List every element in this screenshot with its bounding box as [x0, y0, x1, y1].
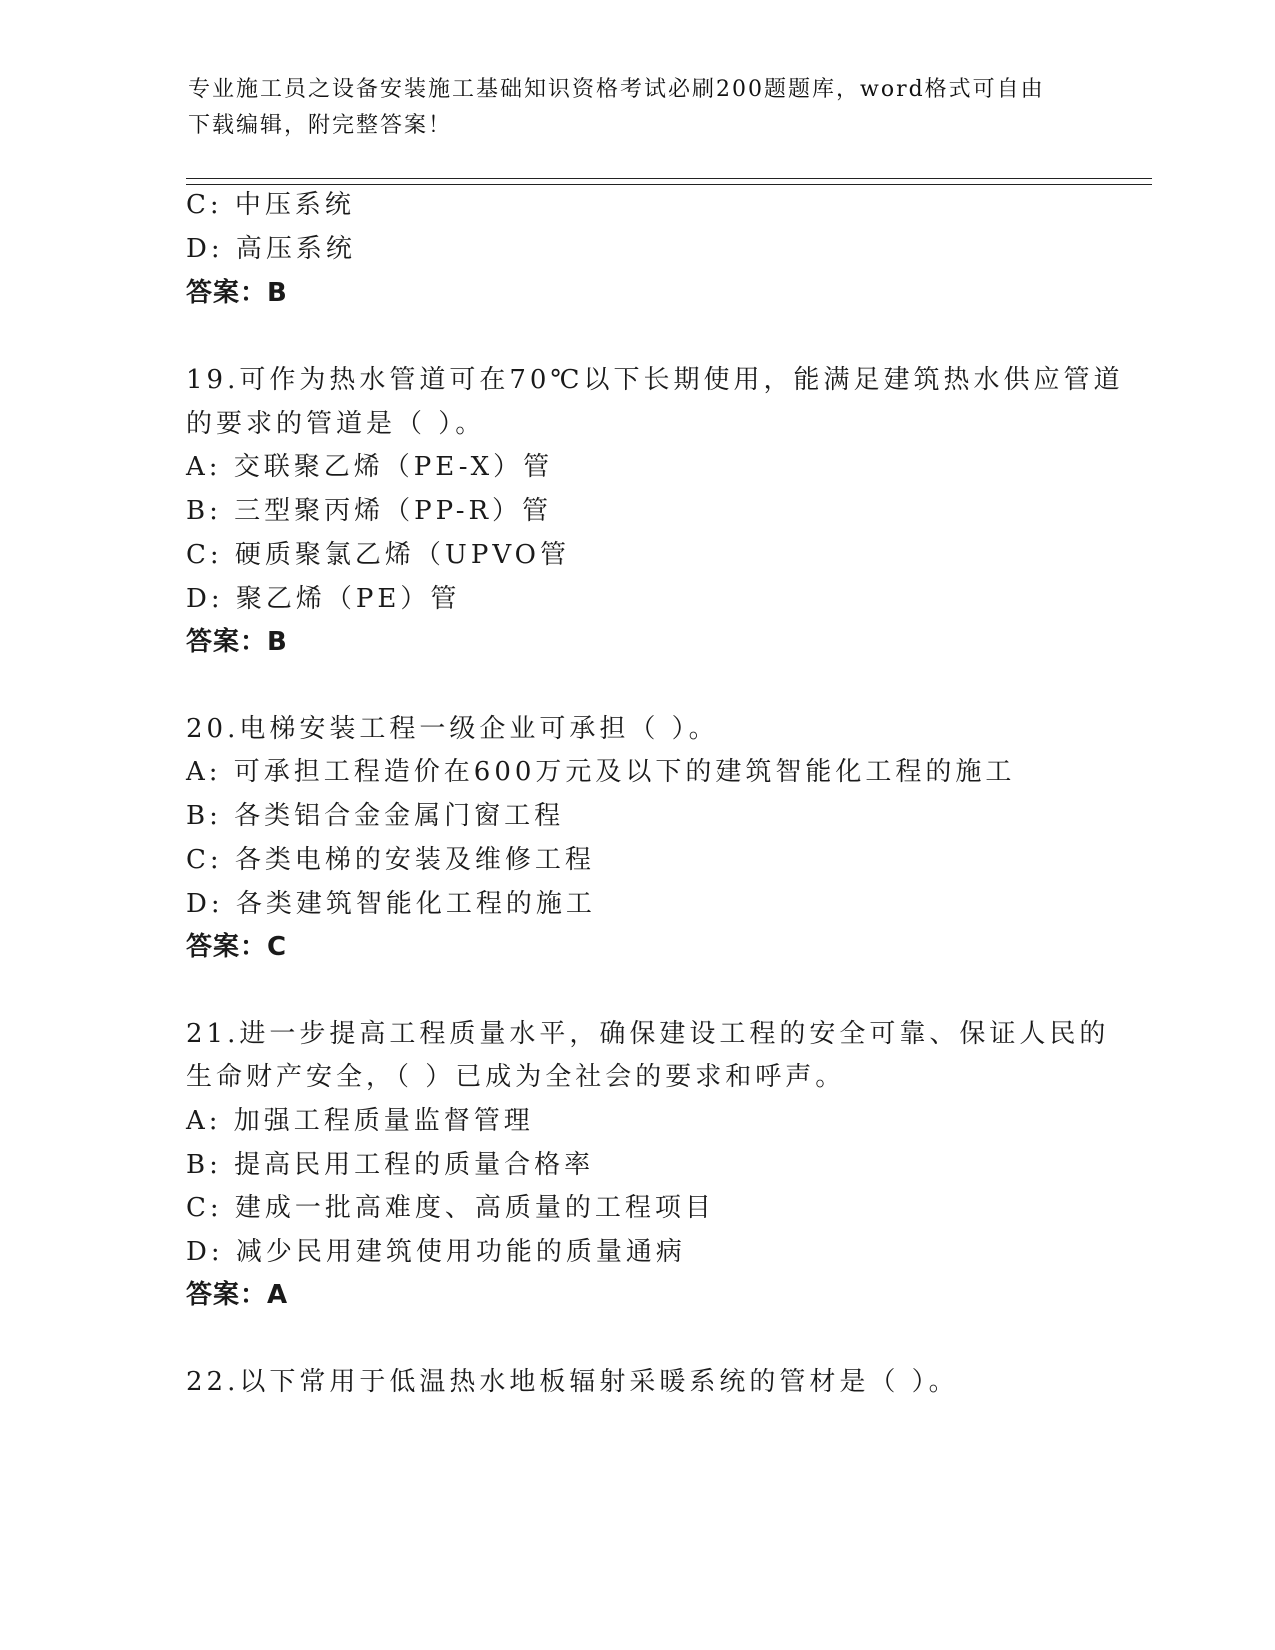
- header-divider: [186, 178, 1152, 185]
- option-line: C: 中压系统: [186, 190, 355, 220]
- option-line: C: 各类电梯的安装及维修工程: [186, 845, 595, 875]
- option-line: C: 建成一批高难度、高质量的工程项目: [186, 1193, 715, 1223]
- option-line: B: 三型聚丙烯（PP-R）管: [186, 496, 553, 526]
- option-line: D: 聚乙烯（PE）管: [186, 584, 461, 614]
- option-line: C: 硬质聚氯乙烯（UPVO管: [186, 540, 570, 570]
- option-line: A: 加强工程质量监督管理: [186, 1106, 534, 1136]
- question-stem-line: 19.可作为热水管道可在70℃以下长期使用，能满足建筑热水供应管道: [186, 365, 1124, 395]
- question-stem-line: 20.电梯安装工程一级企业可承担（ ）。: [186, 714, 719, 744]
- answer-line: 答案：A: [186, 1280, 289, 1310]
- answer-line: 答案：B: [186, 627, 288, 657]
- question-stem-line: 22.以下常用于低温热水地板辐射采暖系统的管材是（ ）。: [186, 1367, 959, 1397]
- answer-line: 答案：C: [186, 932, 288, 962]
- option-line: D: 高压系统: [186, 234, 356, 264]
- option-line: B: 提高民用工程的质量合格率: [186, 1150, 595, 1180]
- question-stem-line: 的要求的管道是（ ）。: [186, 409, 486, 439]
- header-line-2: 下载编辑，附完整答案！: [188, 113, 453, 138]
- page-header: [188, 72, 1088, 144]
- question-stem-line: 21.进一步提高工程质量水平，确保建设工程的安全可靠、保证人民的: [186, 1019, 1110, 1049]
- option-line: A: 交联聚乙烯（PE-X）管: [186, 452, 554, 482]
- answer-line: 答案：B: [186, 278, 288, 308]
- header-line-1: 专业施工员之设备安装施工基础知识资格考试必刷200题题库，word格式可自由: [188, 77, 1045, 102]
- option-line: D: 减少民用建筑使用功能的质量通病: [186, 1237, 686, 1267]
- option-line: B: 各类铝合金金属门窗工程: [186, 801, 565, 831]
- option-line: D: 各类建筑智能化工程的施工: [186, 889, 596, 919]
- option-line: A: 可承担工程造价在600万元及以下的建筑智能化工程的施工: [186, 757, 1016, 787]
- question-stem-line: 生命财产安全，（ ）已成为全社会的要求和呼声。: [186, 1062, 846, 1092]
